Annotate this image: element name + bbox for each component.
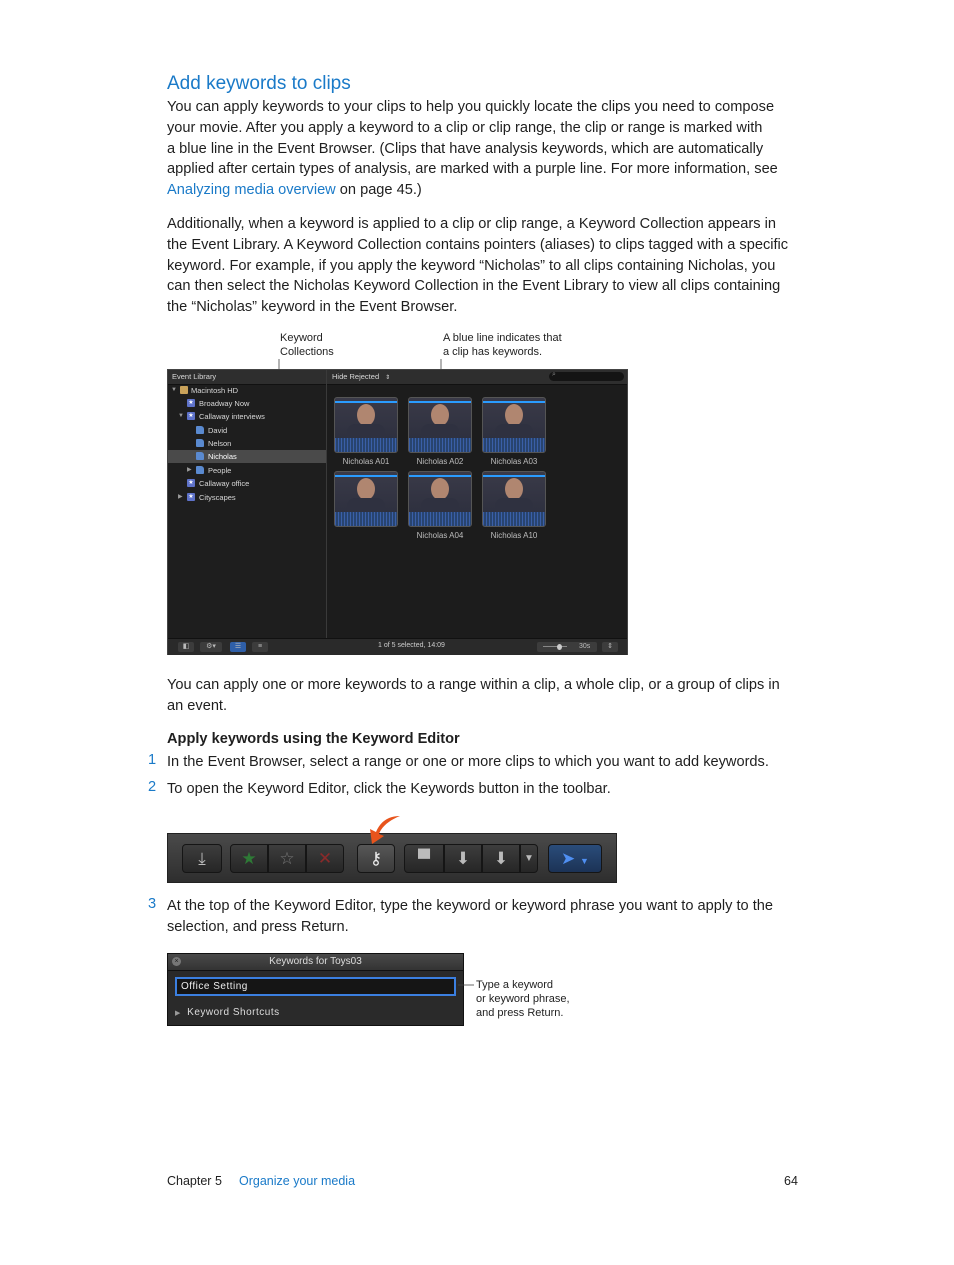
append-clip-button[interactable]: ⬇ [482,844,520,873]
library-item-cityscapes[interactable] [168,491,326,504]
audio-waveform [409,512,471,526]
library-item-label: People [208,466,232,475]
library-item-nelson[interactable] [168,437,326,450]
disclosure-open-icon[interactable]: ▼ [178,413,184,419]
clip-thumbnail[interactable] [334,397,398,453]
disclosure-closed-icon: ▶ [175,1010,181,1017]
event-library-pane [168,370,327,638]
event-star-icon: ★ [188,480,194,486]
step-number: 3 [148,896,157,912]
audio-waveform [483,438,545,452]
disclosure-open-icon[interactable]: ▼ [171,387,177,393]
library-item-label: Macintosh HD [191,386,239,395]
clip-name: Nicholas A01 [342,457,390,466]
selection-status: 1 of 5 selected, 14:09 [378,642,445,649]
library-item-nicholas[interactable] [168,450,326,463]
keyword-editor-screenshot [167,953,464,1026]
event-star-icon: ★ [188,494,194,500]
arrow-pointer-icon [360,812,406,848]
event-star-icon: ★ [188,413,194,419]
type-keyword-callout [476,978,570,1020]
zoom-value: 30s [579,643,591,650]
library-item-label: Cityscapes [199,493,236,502]
keyword-line [483,475,545,477]
library-item-macintosh-hd[interactable] [168,384,326,397]
range-paragraph [167,675,797,717]
library-item-callaway-interviews[interactable] [168,410,326,423]
clip-face [357,404,375,426]
keyword-collection-icon [196,439,204,447]
clip-face [505,404,523,426]
clip-thumbnail[interactable] [408,471,472,527]
clip-face [431,404,449,426]
library-item-broadway-now[interactable] [168,397,326,410]
callout-line: a clip has keywords. [443,346,543,358]
select-tool-button[interactable]: ➤ ▼ [548,844,602,873]
step-number: 2 [148,779,157,795]
library-item-label: Nicholas [208,452,237,461]
favorite-button[interactable]: ★ [230,844,268,873]
analyzing-media-link[interactable]: Analyzing media overview [167,182,336,199]
event-browser-header [327,370,627,385]
event-library-header [168,370,326,385]
clip-appearance-button[interactable]: ⇕ [602,642,618,652]
clip-thumbnail[interactable] [482,397,546,453]
clip-name: Nicholas A02 [416,457,464,466]
event-browser-footer [168,638,627,655]
search-field[interactable] [549,372,624,381]
unrate-button[interactable]: ☆ [268,844,306,873]
callout-leader-line [456,980,476,990]
intro-line: your movie. After you apply a keyword to a clip or clip range, the clip or range is marked with [167,119,763,136]
footer-chapter: Chapter 5 [167,1174,222,1188]
paragraph-line: the “Nicholas” keyword in the Event Browser. [167,299,458,316]
popup-arrows-icon: ⇕ [385,375,391,381]
callout-line: Type a keyword [476,979,554,991]
step-line: At the top of the Keyword Editor, type the keyword or keyword phrase you want to apply to the [167,898,773,914]
audio-waveform [483,512,545,526]
slider-track [543,646,567,647]
keyword-line [409,475,471,477]
event-library-title: Event Library [172,372,217,381]
library-item-label: David [208,426,228,435]
audio-waveform [335,512,397,526]
clip-thumbnail[interactable] [482,471,546,527]
audio-waveform [335,438,397,452]
connect-clip-button[interactable]: ▀ [404,844,444,873]
callout-line: A blue line indicates that [443,332,562,344]
clip-name: Nicholas A10 [490,531,538,540]
keyword-shortcuts-label: Keyword Shortcuts [187,1007,280,1018]
keyword-line [335,475,397,477]
edit-options-menu[interactable]: ▼ [520,844,538,873]
library-item-callaway-office[interactable] [168,477,326,490]
import-button[interactable]: ⤓ [182,844,222,873]
filmstrip-view-button[interactable]: ☰ [230,642,246,652]
close-icon[interactable]: × [172,957,181,966]
step-number: 1 [148,752,157,768]
keywords-button[interactable]: ⚷ [357,844,395,873]
intro-line: applied after certain types of analysis, are marked with a purple line. For more information, see [167,161,778,178]
event-star-icon: ★ [188,400,194,406]
library-item-people[interactable] [168,464,326,477]
step-line: selection, and press Return. [167,918,349,935]
clip-name: Nicholas A03 [490,457,538,466]
clip-name: Nicholas A04 [416,531,464,540]
library-item-label: Nelson [208,439,232,448]
event-browser-screenshot [167,369,628,655]
slider-knob[interactable] [557,644,562,650]
keyword-collection-icon [196,426,204,434]
keyword-line [483,401,545,403]
library-item-label: Callaway interviews [199,412,265,421]
hide-rejected-popup[interactable] [332,372,390,381]
paragraph-line: Additionally, when a keyword is applied to a clip or clip range, a Keyword Collection appears in [167,216,776,232]
keyword-shortcuts-disclosure[interactable] [175,1007,280,1018]
clip-face [505,478,523,500]
intro-line: a blue line in the Event Browser. (Clips that have analysis keywords, which are automatically [167,140,764,157]
list-view-button[interactable]: ≡ [252,642,268,652]
paragraph-line: keyword. For example, if you apply the keyword “Nicholas” to all clips containing Nicholas, you [167,257,776,274]
action-menu-button[interactable]: ⚙▾ [200,642,222,652]
keyword-collection-icon [196,452,204,460]
intro-line-tail: on page 45.) [335,182,422,199]
step-text [167,896,797,938]
callout-line: or keyword phrase, [476,993,570,1005]
step-text: In the Event Browser, select a range or one or more clips to which you want to add keywords. [167,754,769,770]
clip-face [431,478,449,500]
page-number: 64 [784,1174,798,1188]
section-title: Add keywords to clips [167,73,351,94]
show-library-button[interactable]: ◧ [178,642,194,652]
paragraph-line: the Event Library. A Keyword Collection contains pointers (aliases) to clips tagged with a specific [167,236,789,253]
footer-chapter-link[interactable]: Organize your media [239,1174,356,1188]
paragraph-line: an event. [167,697,228,714]
keyword-editor-titlebar [168,954,463,971]
clip-thumbnail[interactable] [408,397,472,453]
keyword-line [335,401,397,403]
keyword-input[interactable] [175,977,456,996]
paragraph-line: can then select the Nicholas Keyword Collection in the Event Library to view all clips containing [167,278,781,295]
callout-line: Keyword [280,332,323,344]
reject-button[interactable]: ✕ [306,844,344,873]
filter-label: Hide Rejected [332,372,380,381]
clip-face [357,478,375,500]
step-text: To open the Keyword Editor, click the Keywords button in the toolbar. [167,781,611,797]
library-item-label: Callaway office [199,479,250,488]
audio-waveform [409,438,471,452]
zoom-slider[interactable] [537,642,597,652]
disclosure-closed-icon[interactable]: ▶ [187,467,192,473]
library-item-label: Broadway Now [199,399,250,408]
intro-line: You can apply keywords to your clips to help you quickly locate the clips you need to compose [167,99,775,115]
callout-line: and press Return. [476,1007,564,1019]
search-icon: ⌕ [552,371,556,378]
folder-icon [196,466,204,474]
clip-thumbnail[interactable] [334,471,398,527]
library-item-david[interactable] [168,424,326,437]
drive-icon [180,386,188,394]
insert-clip-button[interactable]: ⬇ [444,844,482,873]
callout-line: Collections [280,346,334,358]
paragraph-line: You can apply one or more keywords to a range within a clip, a whole clip, or a group of clips in [167,677,780,693]
task-heading: Apply keywords using the Keyword Editor [167,731,460,747]
disclosure-closed-icon[interactable]: ▶ [178,494,183,500]
keyword-editor-title: Keywords for Toys03 [269,956,362,967]
keyword-line [409,401,471,403]
